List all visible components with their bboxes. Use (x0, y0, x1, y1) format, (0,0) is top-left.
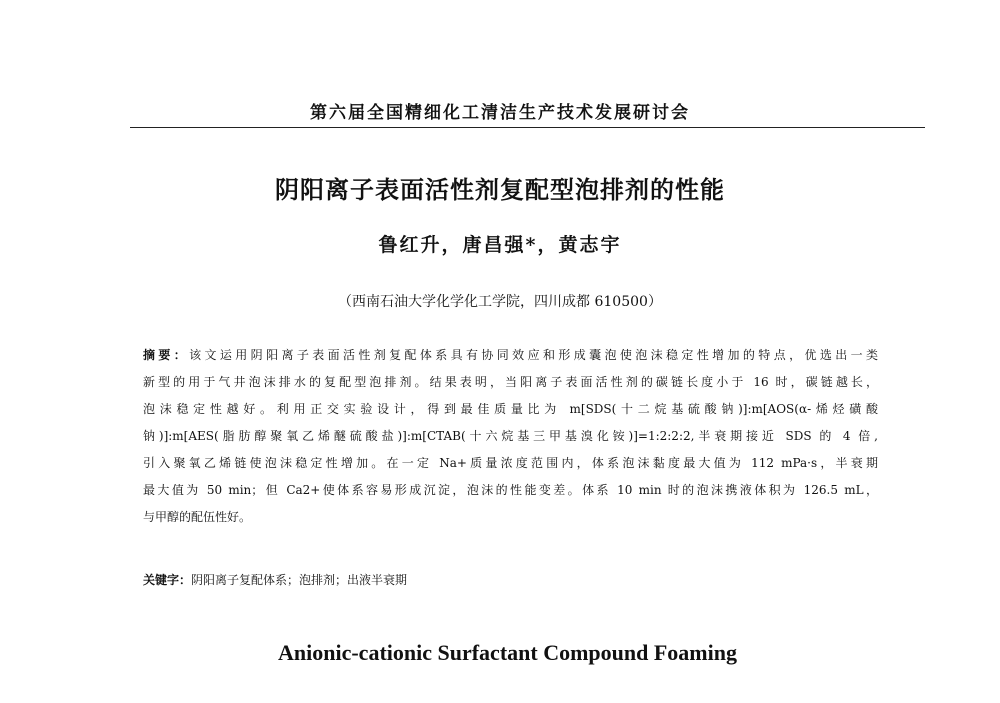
english-title-continuation-cropped (290, 693, 540, 703)
header-divider (130, 127, 925, 128)
abstract-line-3: 泡沫稳定性越好。利用正交实验设计，得到最佳质量比为 m[SDS(十二烷基硫酸钠)]:m[AOS(α-烯烃磺酸 (143, 402, 878, 416)
abstract-line-5: 引入聚氧乙烯链使泡沫稳定性增加。在一定 Na+质量浓度范围内，体系泡沫黏度最大值为 112 mPa·s，半衰期 (143, 456, 878, 470)
conference-header: 第六届全国精细化工清洁生产技术发展研讨会 (310, 103, 690, 123)
abstract-text: 该文运用阴阳离子表面活性剂复配体系具有协同效应和形成囊泡使泡沫稳定性增加的特点，优选出一类 (189, 348, 878, 362)
english-title: Anionic-cationic Surfactant Compound Foaming (278, 640, 737, 665)
abstract-block (143, 345, 878, 534)
abstract-line-6: 最大值为 50 min；但 Ca2+使体系容易形成沉淀，泡沫的性能变差。体系 10 min 时的泡沫携液体积为 126.5 mL， (143, 483, 878, 497)
abstract-line-2: 新型的用于气井泡沫排水的复配型泡排剂。结果表明，当阳离子表面活性剂的碳链长度小于 16 时，碳链越长， (143, 375, 878, 389)
abstract-line-7: 与甲醇的配伍性好。 (143, 510, 252, 524)
paper-authors: 鲁红升，唐昌强*，黄志宇 (378, 234, 622, 256)
paper-affiliation: （西南石油大学化学化工学院，四川成都 610500） (338, 294, 662, 310)
abstract-line-1 (143, 345, 878, 372)
abstract-line-4: 钠)]:m[AES(脂肪醇聚氧乙烯醚硫酸盐)]:m[CTAB(十六烷基三甲基溴化铵)]=1:2:2:2,半衰期接近 SDS 的 4 倍, (143, 429, 878, 443)
keywords-line (143, 571, 878, 588)
keywords-text: 阴阳离子复配体系；泡排剂；出液半衰期 (191, 573, 408, 587)
abstract-label: 摘要： (143, 348, 190, 362)
paper-title: 阴阳离子表面活性剂复配型泡排剂的性能 (275, 176, 725, 204)
keywords-label: 关键字： (143, 573, 192, 587)
